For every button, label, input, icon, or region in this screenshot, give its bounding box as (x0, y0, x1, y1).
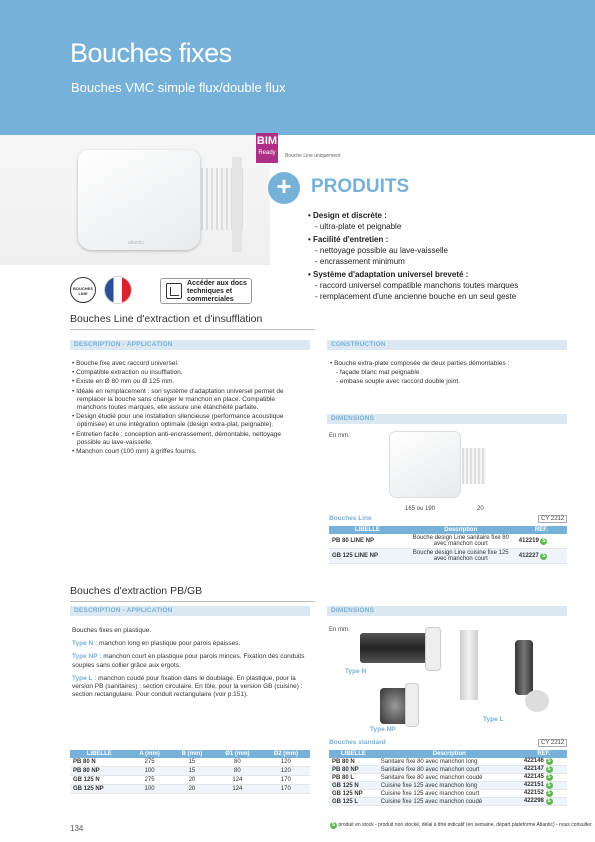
constr-item: - embase souple avec raccord double joint. (336, 378, 460, 386)
cell-description: Sanitaire fixe 80 avec manchon court (378, 766, 521, 774)
typeN-drawing (360, 633, 430, 663)
feature-item: - ultra-plate et peignable (315, 222, 402, 231)
page-title: Bouches fixes (70, 38, 232, 68)
table-cell: 120 (262, 767, 310, 776)
table-cell: 15 (171, 758, 214, 767)
table-cell: 124 (213, 776, 261, 785)
column-header: Ø1 (mm) (213, 750, 261, 758)
typeN-face (426, 628, 440, 670)
cell-libelle: GB 125 LINE NP (329, 549, 406, 564)
feature-item: - raccord universel compatible manchons toutes marques (315, 281, 519, 290)
table-row (329, 549, 567, 564)
table-cell: 275 (129, 758, 171, 767)
typeL-face (525, 690, 549, 712)
product-flange (232, 157, 242, 252)
cell-libelle: GB 125 N (329, 782, 378, 790)
table-cell: 120 (262, 758, 310, 767)
desc-item: • Bouche fixe avec raccord universel. (72, 360, 179, 367)
line-dim-header: DIMENSIONS (327, 414, 567, 424)
desc-item: • Idéale en remplacement : son système d'adaptation universel permet de remplacer la bouche sans changer le manchon en place. Compatible manchons toutes marques, elle assure une étanchéité parfaite. (72, 387, 284, 412)
line-dim-width: 165 ou 190 (405, 506, 436, 512)
table-row (70, 767, 310, 776)
bim-note: Bouche Line uniquement (285, 153, 341, 159)
column-header: LIBELLÉ (70, 750, 129, 758)
pbgb-desc-header: DESCRIPTION - APPLICATION (70, 606, 310, 616)
table-cell: 15 (171, 767, 214, 776)
cell-description: Sanitaire fixe 80 avec manchon coudé (378, 774, 521, 782)
stock-icon: S (547, 766, 551, 772)
table-row (329, 534, 567, 549)
cell-ref: 412219 S (516, 534, 567, 549)
cell-ref: 422152 S (521, 790, 567, 798)
table-row (70, 776, 310, 785)
pbgb-dim-unit: En mm. (329, 627, 350, 633)
stock-icon: S (542, 537, 546, 544)
cell-description: Cuisine fixe 125 avec manchon coudé (378, 798, 521, 806)
column-header: RÉF. (516, 526, 567, 534)
constr-item: • Bouche extra-plate composée de deux parties démontables : (330, 360, 510, 367)
footer-legend: S produit en stock - produit non stocké, délai à titre indicatif (en semaine, départ plateforme Atlantic) - nous consulter. (331, 822, 593, 828)
desc-item: • Existe en Ø 80 mm ou Ø 125 mm. (72, 378, 175, 386)
table-cell: 100 (129, 785, 171, 794)
std-table (329, 750, 567, 806)
table-cell: 100 (129, 767, 171, 776)
cell-ref: 422146 S (521, 758, 567, 766)
cell-description: Bouche design Line sanitaire fixe 80 avec manchon court (406, 534, 516, 549)
feature-item: - remplacement d'une ancienne bouche en un seul geste (315, 292, 517, 301)
feature-group (308, 269, 588, 302)
features-list (308, 210, 588, 304)
bim-badge: BIM Ready (256, 133, 278, 163)
constr-item: - façade blanc mat peignable (336, 369, 420, 377)
line-constr-text (330, 360, 565, 388)
typeNP-label: Type NP (370, 726, 396, 733)
feature-item: - nettoyage possible au lave-vaisselle (315, 246, 448, 255)
table-header (70, 750, 310, 758)
pbgb-desc-text: Bouches fixes en plastique. Type N : manchon long en plastique pour parois épaisses. Type NP : manchon court en plastique pour parois minces. Fixation des conduits souples sans collier grâce aux ergots. Type L : manchon coudé pour fixation dans le doublage. En plastique, pour la version PB (sanitaires) : section circulaire. En tôle, pour la version GB (cuisine) : section rectangulaire. Pour conduit rectangulaire (voir p.151). (72, 627, 305, 699)
desc-item: • Entretien facile : conception anti-encrassement, démontable, nettoyage possible au lave-vaisselle. (72, 430, 281, 446)
stock-icon: S (331, 822, 336, 828)
divider (70, 601, 315, 602)
product-logo: atlantic (128, 240, 144, 246)
line-dim-front (390, 432, 460, 497)
cell-description: Bouche design Line cuisine fixe 125 avec manchon court (406, 549, 516, 564)
table-cell: 170 (262, 776, 310, 785)
line-cy-ref: CY 2212 (538, 515, 567, 523)
table-row (329, 766, 567, 774)
typeL-drawing-2 (515, 640, 533, 695)
cell-ref: 422145 S (521, 774, 567, 782)
table-cell: 124 (213, 785, 261, 794)
stock-icon: S (547, 790, 551, 796)
pbgb-dim-header: DIMENSIONS (327, 606, 567, 616)
divider (70, 329, 315, 330)
column-header: B (mm) (171, 750, 214, 758)
feature-title: • Facilité d'entretien : (308, 235, 389, 244)
pbgb-dim-table (70, 750, 310, 794)
stock-icon: S (547, 774, 551, 780)
page-subtitle: Bouches VMC simple flux/double flux (71, 80, 286, 95)
desc-item: • Compatible extraction ou insufflation. (72, 369, 183, 377)
line-desc-header: DESCRIPTION - APPLICATION (70, 340, 310, 350)
table-cell: 20 (171, 785, 214, 794)
column-header: LIBELLÉ (329, 526, 406, 534)
line-constr-header: CONSTRUCTION (327, 340, 567, 350)
page-number: 134 (70, 824, 84, 833)
cell-libelle: PB 80 N (329, 758, 378, 766)
cell-libelle: PB 80 NP (329, 766, 378, 774)
line-table (329, 526, 567, 564)
docs-link-button[interactable]: Accéder aux docs techniques et commerciales (160, 278, 252, 304)
table-row (329, 774, 567, 782)
header-banner (0, 0, 595, 135)
column-header: RÉF. (521, 750, 567, 758)
cell-libelle: PB 80 L (329, 774, 378, 782)
table-header (329, 750, 567, 758)
table-cell: PB 80 N (70, 758, 129, 767)
column-header: A (mm) (129, 750, 171, 758)
cell-libelle: GB 125 L (329, 798, 378, 806)
stock-icon: S (547, 758, 551, 764)
plus-icon: + (268, 172, 300, 204)
cell-description: Cuisine fixe 125 avec manchon long (378, 782, 521, 790)
france-flag-icon (105, 277, 131, 303)
line-section-title: Bouches Line d'extraction et d'insufflation (70, 313, 263, 325)
table-row (329, 798, 567, 806)
produits-title: PRODUITS (311, 176, 410, 197)
feature-title: • Système d'adaptation universel breveté : (308, 270, 469, 279)
feature-group (308, 210, 588, 232)
typeL-drawing-1 (460, 630, 478, 700)
desc-item: • Manchon court (100 mm) à griffes fournis. (72, 448, 197, 456)
bouches-line-badge: BOUCHES LINE (70, 277, 96, 303)
table-row (70, 785, 310, 794)
product-face (78, 150, 200, 250)
table-cell: 20 (171, 776, 214, 785)
table-cell: 80 (213, 767, 261, 776)
stock-icon: S (542, 552, 546, 559)
std-table-label: Bouches standard (329, 739, 386, 746)
pbgb-section-title: Bouches d'extraction PB/GB (70, 585, 203, 597)
stock-icon: S (547, 782, 551, 788)
table-header (329, 526, 567, 534)
table-row (70, 758, 310, 767)
table-cell: GB 125 N (70, 776, 129, 785)
cell-ref: 422151 S (521, 782, 567, 790)
line-dim-depth: 20 (477, 506, 484, 512)
column-header: Description (378, 750, 521, 758)
column-header: LIBELLÉ (329, 750, 378, 758)
typeNP-face (406, 684, 418, 726)
table-row (329, 790, 567, 798)
line-dim-side (462, 448, 486, 484)
feature-group (308, 234, 588, 267)
feature-title: • Design et discrète : (308, 211, 387, 220)
table-cell: GB 125 NP (70, 785, 129, 794)
cell-ref: 422147 S (521, 766, 567, 774)
table-cell: 170 (262, 785, 310, 794)
table-cell: 80 (213, 758, 261, 767)
column-header: Description (406, 526, 516, 534)
line-dim-unit: En mm. (329, 433, 350, 439)
table-row (329, 782, 567, 790)
table-row (329, 758, 567, 766)
cell-ref: 422298 S (521, 798, 567, 806)
cell-libelle: PB 80 LINE NP (329, 534, 406, 549)
typeN-label: Type N (345, 668, 367, 675)
document-icon (166, 283, 182, 299)
typeL-label: Type L (483, 716, 504, 723)
cell-ref: 412227 S (516, 549, 567, 564)
table-cell: 275 (129, 776, 171, 785)
cell-description: Sanitaire fixe 80 avec manchon long (378, 758, 521, 766)
stock-icon: S (547, 798, 551, 804)
cell-libelle: GB 125 NP (329, 790, 378, 798)
line-desc-text (72, 360, 304, 457)
std-cy-ref: CY 2212 (538, 739, 567, 747)
line-table-label: Bouches Line (329, 515, 372, 522)
desc-item: • Design étudié pour une installation silencieuse (performance acoustique optimisée) et une intégration optimale (design extra-plat, peignable). (72, 413, 284, 429)
cell-description: Cuisine fixe 125 avec manchon court (378, 790, 521, 798)
feature-item: - encrassement minimum (315, 257, 405, 266)
table-cell: PB 80 NP (70, 767, 129, 776)
column-header: Ø2 (mm) (262, 750, 310, 758)
